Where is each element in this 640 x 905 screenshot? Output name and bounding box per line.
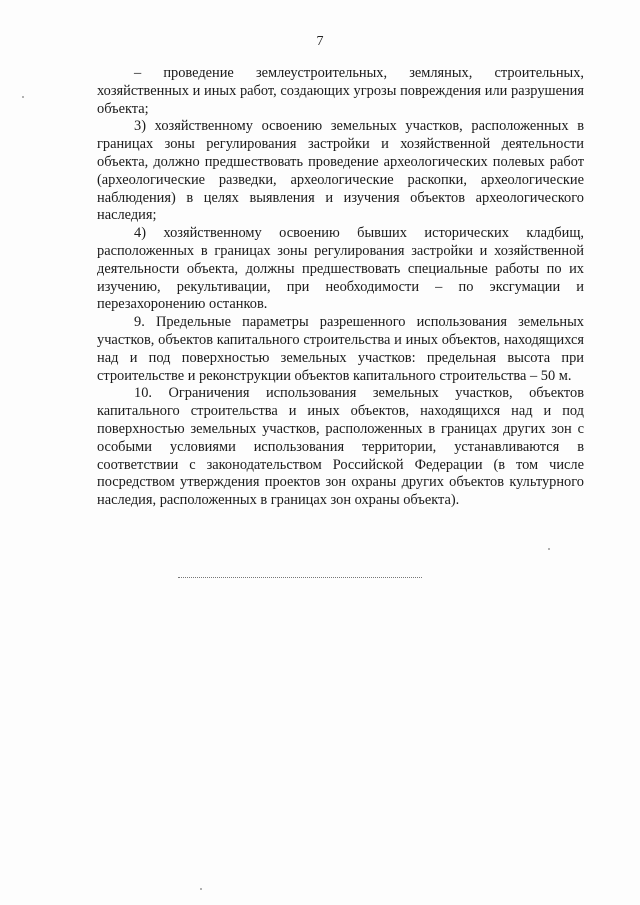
paragraph-section-10: 10. Ограничения использования земельных участков, объектов капитального строительства и иных объектов, находящихся над и под поверхностью земельных участков, расположенных в границах других зон с особыми условиями использования территории, устанавливаются в соответствии с законодательством Российской Федерации (в том числе посредством утверждения проектов зон охраны других объектов культурного наследия, расположенных в границах зон охраны объекта). [97, 385, 584, 509]
document-body [97, 65, 584, 510]
scan-speck [22, 96, 24, 98]
paragraph-section-9: 9. Предельные параметры разрешенного использования земельных участков, объектов капитального строительства и иных объектов, находящихся над и под поверхностью земельных участков: предельная высота при строительстве и реконструкции объектов капитального строительства – 50 м. [97, 314, 584, 384]
paragraph-item-4: 4) хозяйственному освоению бывших исторических кладбищ, расположенных в границах зоны регулирования застройки и хозяйственной деятельности объекта, должны предшествовать специальные работы по их изучению, рекультивации, при необходимости – по эксгумации и перезахоронению останков. [97, 225, 584, 313]
scan-speck [548, 548, 550, 550]
paragraph-item-3: 3) хозяйственному освоению земельных участков, расположенных в границах зоны регулирования застройки и хозяйственной деятельности объекта, должно предшествовать проведение археологических полевых работ (археологические разведки, археологические раскопки, археологические наблюдения) в целях выявления и изучения объектов археологического наследия; [97, 118, 584, 224]
page-number: 7 [316, 34, 324, 49]
paragraph-earthworks: – проведение землеустроительных, земляных, строительных, хозяйственных и иных работ, создающих угрозы повреждения или разрушения объекта; [97, 65, 584, 117]
end-separator-line [178, 577, 422, 578]
scan-speck [200, 888, 202, 890]
